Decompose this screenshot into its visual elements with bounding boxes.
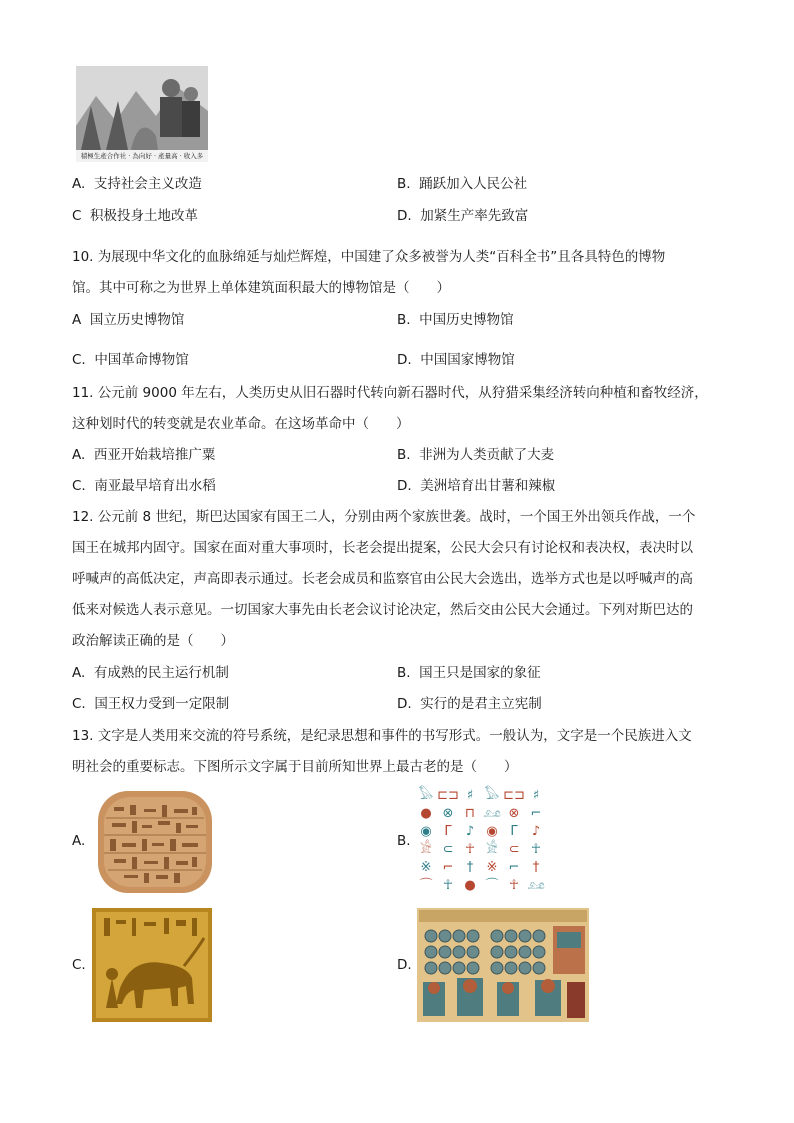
q10-stem-line-2: 馆。其中可称之为世界上单体建筑面积最大的博物馆是（ ） (72, 280, 450, 296)
svg-text:Γ: Γ (510, 824, 518, 839)
q10-option-c[interactable]: C. 中国革命博物馆 (72, 352, 189, 368)
q13-option-c-label[interactable]: C. (72, 957, 86, 973)
q11-option-a[interactable]: A. 西亚开始栽培推广粟 (72, 447, 216, 463)
svg-text:※: ※ (486, 860, 498, 875)
q11-stem-line-2: 这种划时代的转变就是农业革命。在这场革命中（ ） (72, 416, 410, 432)
svg-text:𓅃: 𓅃 (484, 788, 500, 803)
svg-text:◉: ◉ (486, 824, 498, 839)
poster-caption: 積極生產合作社 · 為向好 · 產量高 · 收入多 (80, 152, 204, 160)
q11-option-b[interactable]: B. 非洲为人类贡献了大麦 (397, 447, 555, 463)
svg-text:⌐: ⌐ (508, 860, 520, 875)
cuneiform-tablet-image[interactable] (94, 787, 216, 897)
svg-text:Γ: Γ (444, 824, 452, 839)
svg-text:⌒: ⌒ (485, 878, 499, 893)
propaganda-poster-image (76, 66, 208, 162)
svg-text:𓅃: 𓅃 (418, 788, 434, 803)
svg-text:●: ● (464, 878, 476, 893)
q9-option-b[interactable]: B. 踊跃加入人民公社 (397, 176, 528, 192)
q13-option-b-label[interactable]: B. (397, 833, 411, 849)
svg-text:☥: ☥ (465, 842, 475, 857)
indus-seal-image[interactable] (92, 908, 212, 1022)
svg-text:†: † (532, 860, 540, 875)
q9-option-d[interactable]: D. 加紧生产率先致富 (397, 208, 529, 224)
svg-text:☥: ☥ (443, 878, 453, 893)
svg-text:†: † (466, 860, 474, 875)
q11-stem-line-1: 11. 公元前 9000 年左右，人类历史从旧石器时代转向新石器时代，从狩猎采集经济转向种植和畜牧经济， (72, 385, 708, 401)
svg-text:♯: ♯ (532, 788, 540, 803)
svg-text:⊂: ⊂ (442, 842, 454, 857)
q12-stem-line-2: 国王在城邦内固守。国家在面对重大事项时，长老会提出提案，公民大会只有讨论权和表决权，表决时以 (72, 540, 693, 556)
q12-option-c[interactable]: C. 国王权力受到一定限制 (72, 696, 230, 712)
q13-stem-line-1: 13. 文字是人类用来交流的符号系统，是纪录思想和事件的书写形式。一般认为，文字是一个民族进入文 (72, 728, 692, 744)
q10-option-a[interactable]: A 国立历史博物馆 (72, 312, 185, 328)
svg-text:⊗: ⊗ (508, 806, 520, 821)
svg-text:●: ● (420, 806, 432, 821)
svg-text:☥: ☥ (509, 878, 519, 893)
q9-option-a[interactable]: A. 支持社会主义改造 (72, 176, 202, 192)
svg-text:𓃭: 𓃭 (527, 878, 545, 893)
hieroglyphs-image[interactable] (416, 785, 548, 897)
q12-option-d[interactable]: D. 实行的是君主立宪制 (397, 696, 542, 712)
q10-option-d[interactable]: D. 中国国家博物馆 (397, 352, 515, 368)
svg-text:⊓: ⊓ (464, 806, 476, 821)
q10-option-b[interactable]: B. 中国历史博物馆 (397, 312, 514, 328)
svg-text:𓀀: 𓀀 (420, 842, 432, 857)
svg-text:♪: ♪ (531, 824, 541, 839)
q13-option-a-label[interactable]: A. (72, 833, 86, 849)
svg-text:𓀀: 𓀀 (486, 842, 498, 857)
svg-text:⊗: ⊗ (442, 806, 454, 821)
svg-text:♪: ♪ (465, 824, 475, 839)
q12-stem-line-5: 政治解读正确的是（ ） (72, 633, 234, 649)
svg-text:⊏⊐: ⊏⊐ (437, 788, 459, 803)
q12-stem-line-1: 12. 公元前 8 世纪，斯巴达国家有国王二人，分别由两个家族世袭。战时，一个国王外出领兵作战，一个 (72, 509, 696, 525)
q13-stem-line-2: 明社会的重要标志。下图所示文字属于目前所知世界上最古老的是（ ） (72, 759, 518, 775)
q11-option-c[interactable]: C. 南亚最早培育出水稻 (72, 478, 216, 494)
svg-text:𓃭: 𓃭 (483, 806, 501, 821)
svg-text:⊂: ⊂ (508, 842, 520, 857)
svg-text:⊏⊐: ⊏⊐ (503, 788, 525, 803)
maya-codex-image[interactable] (417, 908, 589, 1022)
svg-text:⌐: ⌐ (530, 806, 542, 821)
svg-text:⌐: ⌐ (442, 860, 454, 875)
q12-option-b[interactable]: B. 国王只是国家的象征 (397, 665, 541, 681)
q12-option-a[interactable]: A. 有成熟的民主运行机制 (72, 665, 229, 681)
svg-text:♯: ♯ (466, 788, 474, 803)
q11-option-d[interactable]: D. 美洲培育出甘薯和辣椒 (397, 478, 556, 494)
q9-option-c[interactable]: C 积极投身土地改革 (72, 208, 199, 224)
q13-option-d-label[interactable]: D. (397, 957, 412, 973)
svg-text:※: ※ (420, 860, 432, 875)
q12-stem-line-4: 低来对候选人表示意见。一切国家大事先由长老会议讨论决定，然后交由公民大会通过。下列对斯巴达的 (72, 602, 693, 618)
q10-stem-line-1: 10. 为展现中华文化的血脉绵延与灿烂辉煌，中国建了众多被誉为人类“百科全书”且各具特色的博物 (72, 249, 666, 265)
svg-text:☥: ☥ (531, 842, 541, 857)
q12-stem-line-3: 呼喊声的高低决定，声高即表示通过。长老会成员和监察官由公民大会选出，选举方式也是以呼喊声的高 (72, 571, 693, 587)
svg-text:⌒: ⌒ (419, 878, 433, 893)
svg-text:◉: ◉ (420, 824, 432, 839)
